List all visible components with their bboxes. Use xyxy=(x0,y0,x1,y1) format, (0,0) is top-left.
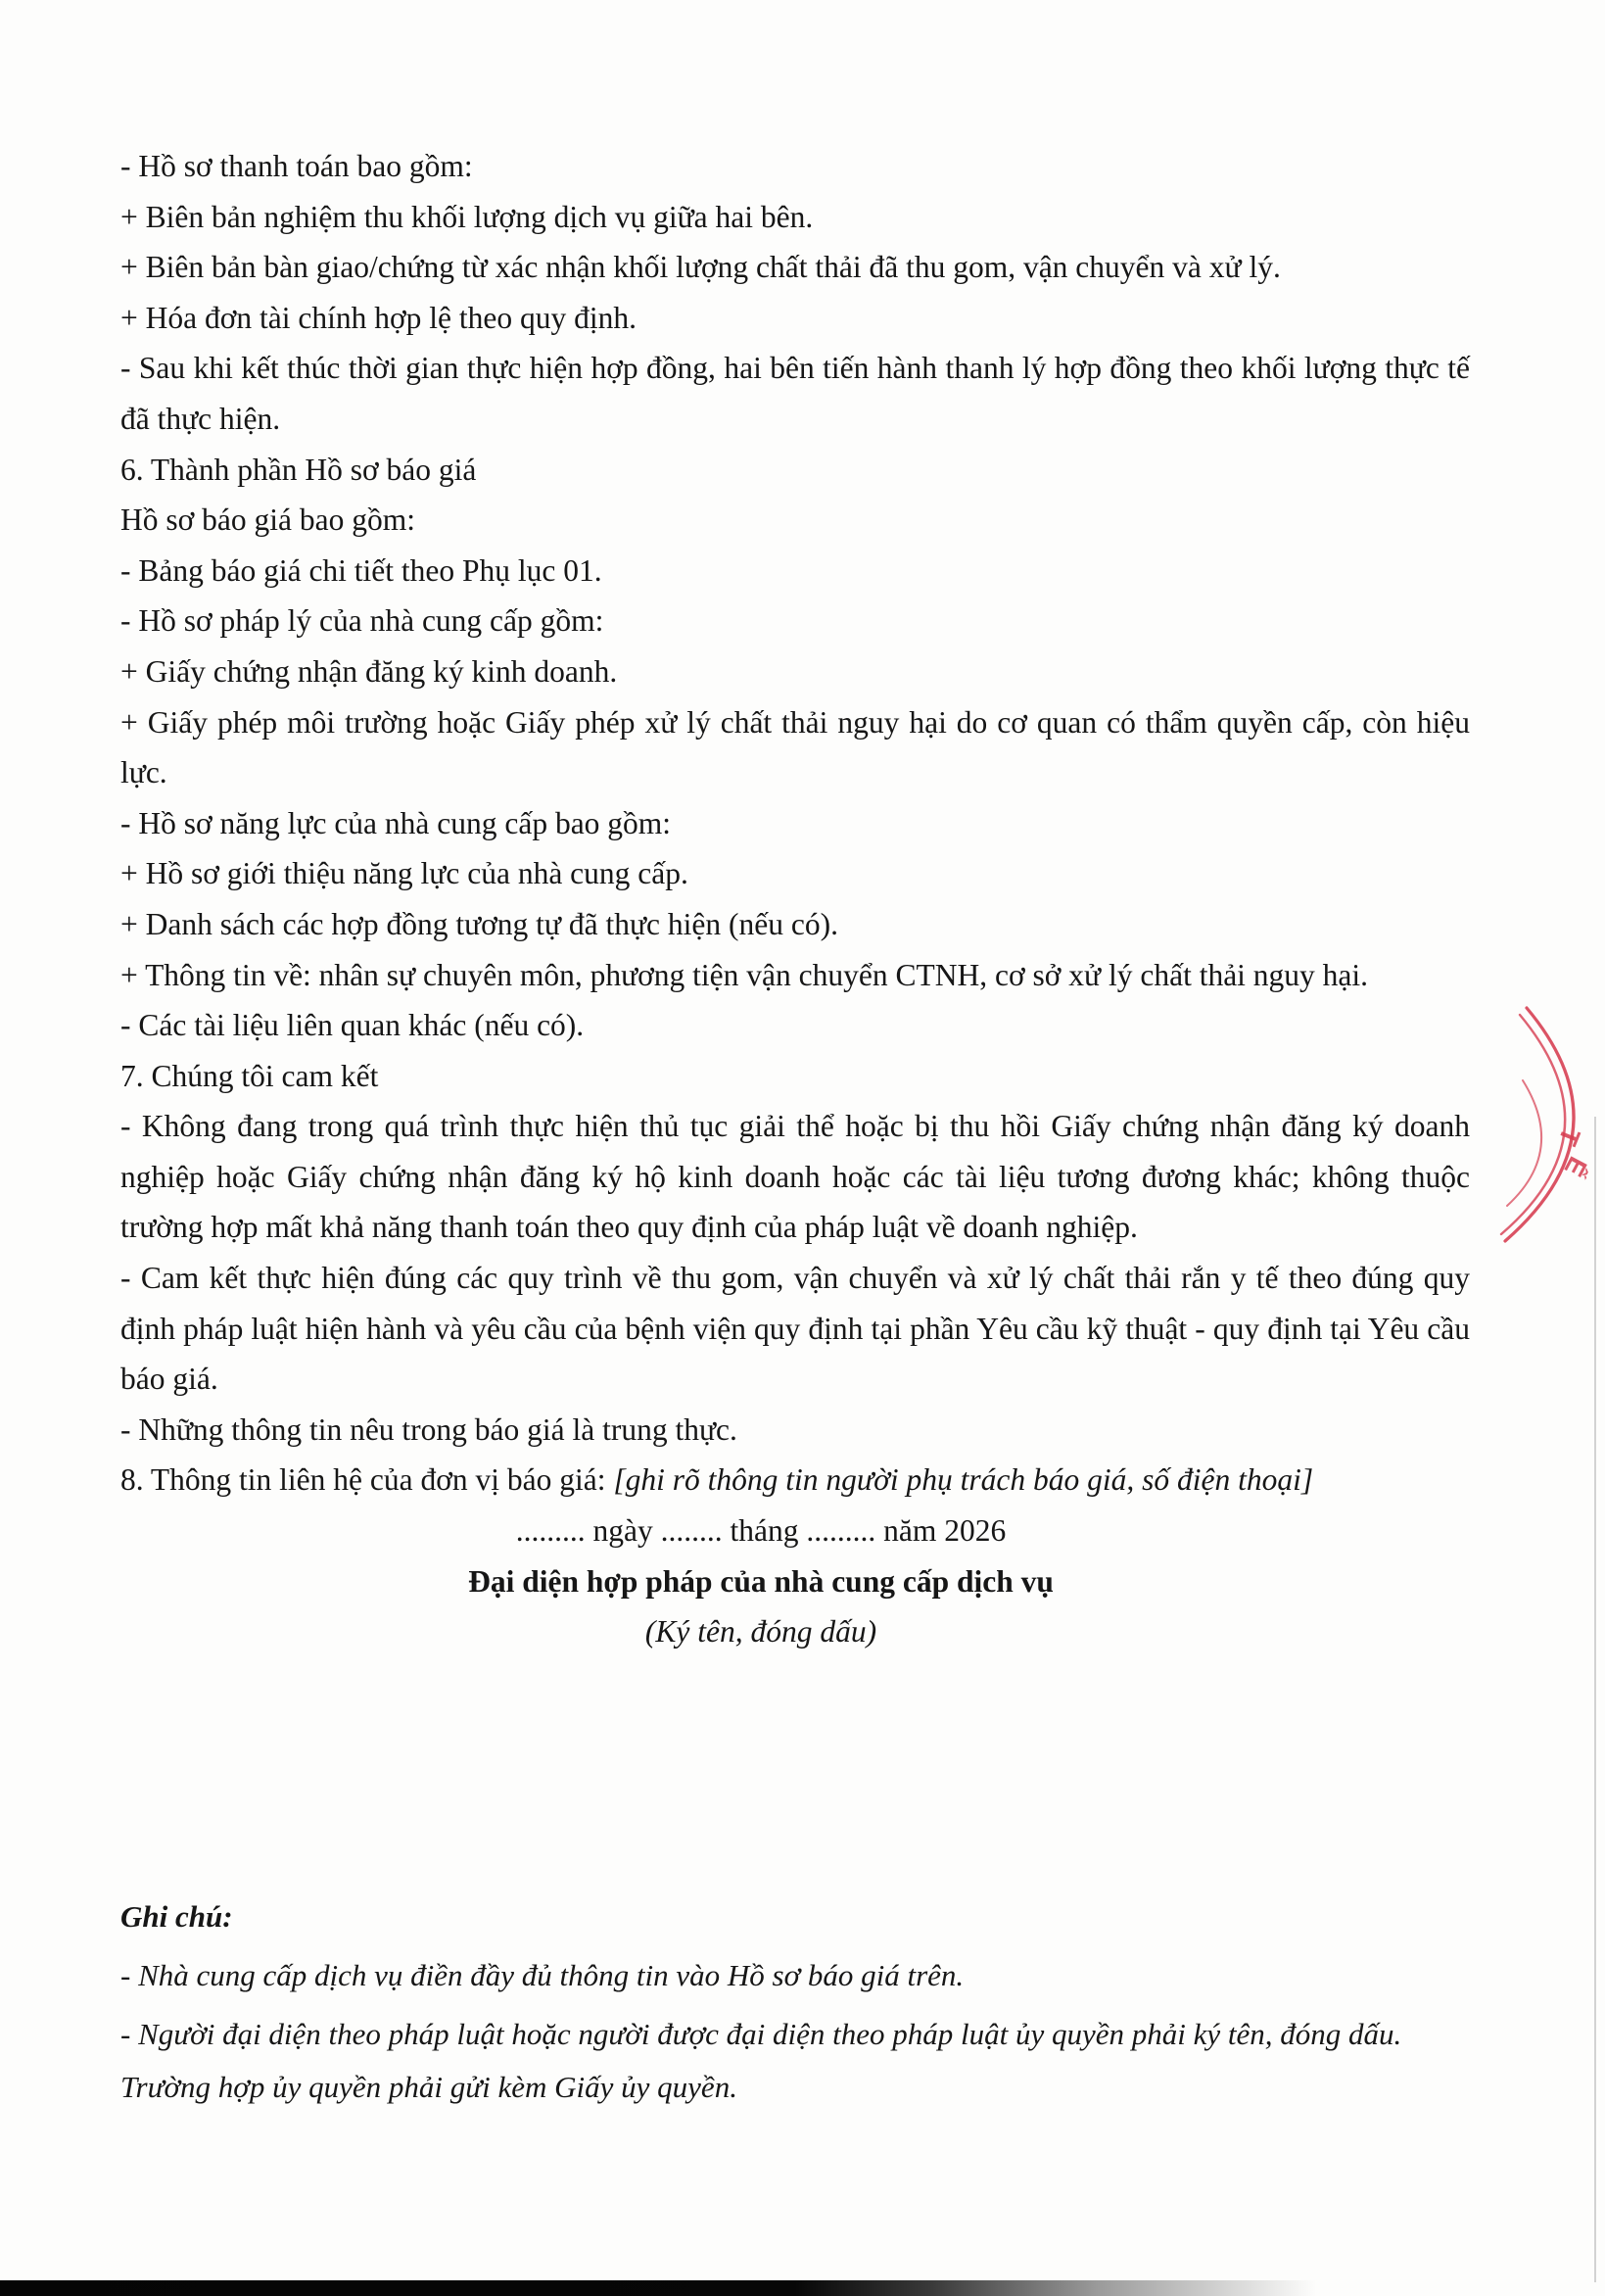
scan-artifact-bar xyxy=(0,2280,1371,2296)
section-heading-6: 6. Thành phần Hồ sơ báo giá xyxy=(120,452,477,487)
red-stamp-fragment-icon xyxy=(1484,994,1605,1317)
signature-sign-instruction: (Ký tên, đóng dấu) xyxy=(644,1614,877,1650)
paragraph: + Giấy chứng nhận đăng ký kinh doanh. xyxy=(120,653,618,689)
document-body xyxy=(120,141,1470,1657)
paragraph: + Biên bản nghiệm thu khối lượng dịch vụ giữa hai bên. xyxy=(120,199,814,234)
paragraph: - Hồ sơ pháp lý của nhà cung cấp gồm: xyxy=(120,603,604,639)
paragraph: + Danh sách các hợp đồng tương tự đã thực hiện (nếu có). xyxy=(120,906,838,941)
paragraph: - Các tài liệu liên quan khác (nếu có). xyxy=(120,1008,585,1043)
paragraph: + Hóa đơn tài chính hợp lệ theo quy định. xyxy=(120,300,637,335)
paragraph: - Bảng báo giá chi tiết theo Phụ lục 01. xyxy=(120,552,602,588)
signature-representative-title: Đại diện hợp pháp của nhà cung cấp dịch vụ xyxy=(468,1563,1054,1599)
stamp-inner-ring-arc xyxy=(1507,1080,1541,1206)
paragraph: - Những thông tin nêu trong báo giá là trung thực. xyxy=(120,1411,737,1447)
note-item: - Nhà cung cấp dịch vụ điền đầy đủ thông tin vào Hồ sơ báo giá trên. xyxy=(120,1958,965,1992)
paragraph: - Cam kết thực hiện đúng các quy trình về thu gom, vận chuyển và xử lý chất thải rắn y tế theo đúng quy định pháp luật hiện hành và yêu cầu của bệnh viện quy định tại phần Yêu cầu kỹ thuật - quy định tại Yêu cầu báo giá. xyxy=(120,1261,1470,1397)
scan-edge-line xyxy=(1594,1117,1596,2282)
contact-line-prefix: 8. Thông tin liên hệ của đơn vị báo giá: xyxy=(120,1462,614,1498)
paragraph: + Hồ sơ giới thiệu năng lực của nhà cung cấp. xyxy=(120,856,688,891)
note-item: - Người đại diện theo pháp luật hoặc người được đại diện theo pháp luật ủy quyền phải ký tên, đóng dấu. Trường hợp ủy quyền phải gửi kèm Giấy ủy quyền. xyxy=(120,2017,1402,2104)
paragraph: - Hồ sơ thanh toán bao gồm: xyxy=(120,149,473,183)
signature-block xyxy=(120,1506,1470,1657)
section-heading-7: 7. Chúng tôi cam kết xyxy=(120,1058,379,1093)
paragraph: - Sau khi kết thúc thời gian thực hiện hợp đồng, hai bên tiến hành thanh lý hợp đồng theo khối lượng thực tế đã thực hiện. xyxy=(120,351,1470,436)
notes-section xyxy=(120,1890,1477,2120)
contact-line-placeholder: [ghi rõ thông tin người phụ trách báo giá, số điện thoại] xyxy=(613,1462,1314,1498)
paragraph: - Hồ sơ năng lực của nhà cung cấp bao gồm: xyxy=(120,805,672,840)
stamp-letter: Ế xyxy=(1558,1151,1593,1181)
paragraph: + Biên bản bàn giao/chứng từ xác nhận khối lượng chất thải đã thu gom, vận chuyển và xử lý. xyxy=(120,250,1281,285)
paragraph: - Không đang trong quá trình thực hiện thủ tục giải thể hoặc bị thu hồi Giấy chứng nhận đăng ký doanh nghiệp hoặc Giấy chứng nhận đăng ký hộ kinh doanh hoặc các tài liệu tương đương khác; không thuộc trường hợp mất khả năng thanh toán theo quy định của pháp luật về doanh nghiệp. xyxy=(120,1109,1470,1245)
notes-heading: Ghi chú: xyxy=(120,1899,233,1934)
paragraph: Hồ sơ báo giá bao gồm: xyxy=(120,502,415,538)
paragraph: + Thông tin về: nhân sự chuyên môn, phương tiện vận chuyển CTNH, cơ sở xử lý chất thải nguy hại. xyxy=(120,957,1369,992)
contact-line xyxy=(120,1455,1470,1506)
paragraph: + Giấy phép môi trường hoặc Giấy phép xử lý chất thải nguy hại do cơ quan có thẩm quyền cấp, còn hiệu lực. xyxy=(120,704,1470,790)
stamp-letter: T xyxy=(1552,1124,1586,1150)
signature-date-line: ......... ngày ........ tháng ......... năm 2026 xyxy=(515,1513,1007,1549)
